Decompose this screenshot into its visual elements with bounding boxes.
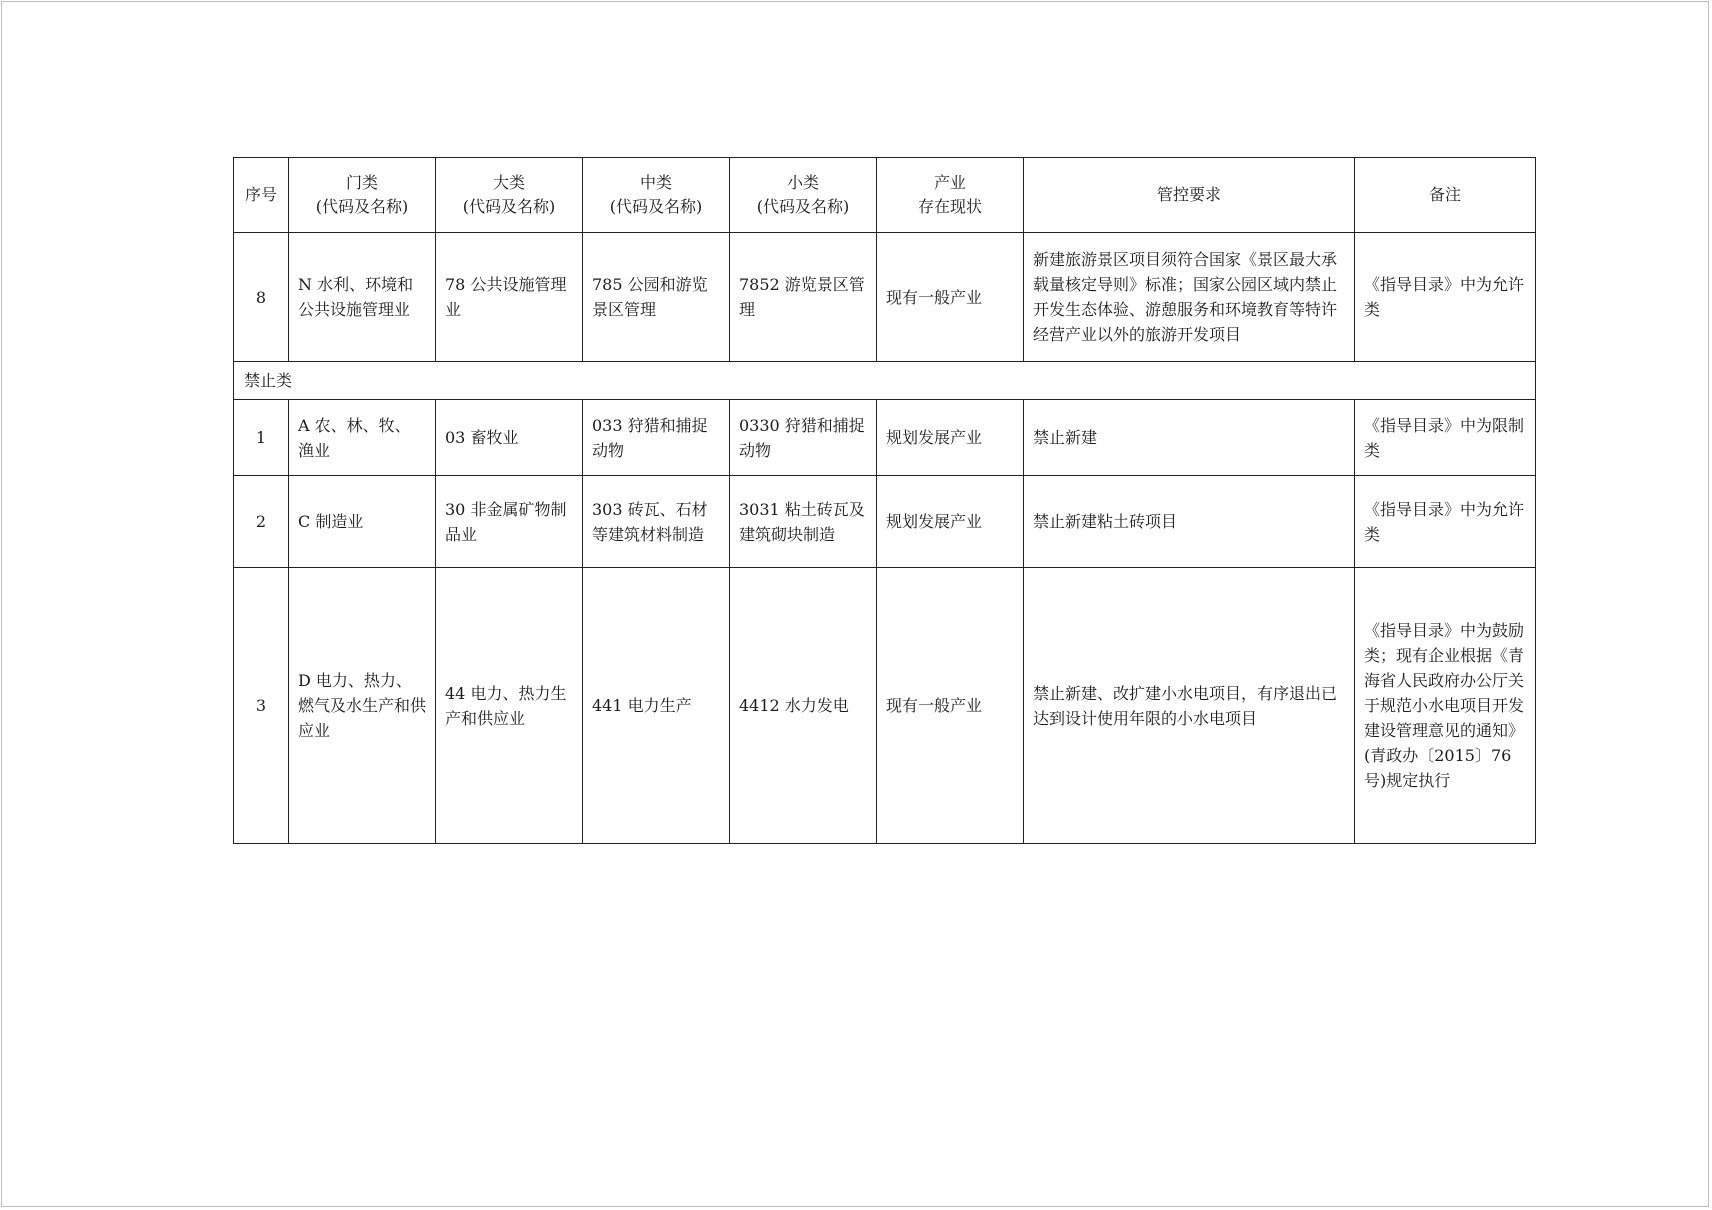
header-status-line1: 产业 [933, 173, 966, 192]
header-zhonglei-sub: (代码及名称) [609, 197, 703, 216]
header-xiaolei [730, 158, 877, 233]
cell-dalei: 44 电力、热力生产和供应业 [436, 568, 583, 844]
cell-seq: 1 [234, 400, 289, 476]
cell-status: 规划发展产业 [877, 400, 1024, 476]
cell-status: 现有一般产业 [877, 233, 1024, 362]
header-xiaolei-title: 小类 [786, 173, 819, 192]
header-status [877, 158, 1024, 233]
table-row [234, 568, 1536, 844]
header-dalei [436, 158, 583, 233]
cell-control: 禁止新建 [1024, 400, 1355, 476]
cell-menlei: N 水利、环境和公共设施管理业 [289, 233, 436, 362]
cell-menlei: C 制造业 [289, 476, 436, 568]
header-zhonglei-title: 中类 [639, 173, 672, 192]
header-menlei-title: 门类 [345, 173, 378, 192]
cell-seq: 3 [234, 568, 289, 844]
table-header-row [234, 158, 1536, 233]
cell-remark: 《指导目录》中为允许类 [1355, 476, 1536, 568]
industry-control-table [233, 157, 1536, 844]
header-zhonglei [583, 158, 730, 233]
cell-remark: 《指导目录》中为限制类 [1355, 400, 1536, 476]
cell-xiaolei: 4412 水力发电 [730, 568, 877, 844]
cell-seq: 8 [234, 233, 289, 362]
cell-xiaolei: 0330 狩猎和捕捉动物 [730, 400, 877, 476]
cell-menlei: D 电力、热力、燃气及水生产和供应业 [289, 568, 436, 844]
header-remark: 备注 [1355, 158, 1536, 233]
cell-zhonglei: 441 电力生产 [583, 568, 730, 844]
header-status-line2: 存在现状 [917, 197, 982, 216]
section-label: 禁止类 [234, 362, 1536, 400]
cell-xiaolei: 7852 游览景区管理 [730, 233, 877, 362]
header-menlei [289, 158, 436, 233]
cell-dalei: 03 畜牧业 [436, 400, 583, 476]
cell-control: 禁止新建粘土砖项目 [1024, 476, 1355, 568]
header-xiaolei-sub: (代码及名称) [756, 197, 850, 216]
header-control: 管控要求 [1024, 158, 1355, 233]
cell-dalei: 78 公共设施管理业 [436, 233, 583, 362]
table-row [234, 476, 1536, 568]
cell-seq: 2 [234, 476, 289, 568]
cell-zhonglei: 303 砖瓦、石材等建筑材料制造 [583, 476, 730, 568]
cell-remark: 《指导目录》中为鼓励类；现有企业根据《青海省人民政府办公厅关于规范小水电项目开发建设管理意见的通知》(青政办〔2015〕76号)规定执行 [1355, 568, 1536, 844]
cell-control: 新建旅游景区项目须符合国家《景区最大承载量核定导则》标准；国家公园区域内禁止开发生态体验、游憩服务和环境教育等特许经营产业以外的旅游开发项目 [1024, 233, 1355, 362]
cell-status: 规划发展产业 [877, 476, 1024, 568]
cell-remark: 《指导目录》中为允许类 [1355, 233, 1536, 362]
header-dalei-title: 大类 [492, 173, 525, 192]
section-row [234, 362, 1536, 400]
header-seq: 序号 [234, 158, 289, 233]
cell-zhonglei: 785 公园和游览景区管理 [583, 233, 730, 362]
cell-control: 禁止新建、改扩建小水电项目，有序退出已达到设计使用年限的小水电项目 [1024, 568, 1355, 844]
header-menlei-sub: (代码及名称) [315, 197, 409, 216]
cell-xiaolei: 3031 粘土砖瓦及建筑砌块制造 [730, 476, 877, 568]
cell-dalei: 30 非金属矿物制品业 [436, 476, 583, 568]
cell-zhonglei: 033 狩猎和捕捉动物 [583, 400, 730, 476]
cell-status: 现有一般产业 [877, 568, 1024, 844]
cell-menlei: A 农、林、牧、渔业 [289, 400, 436, 476]
table-row [234, 233, 1536, 362]
header-dalei-sub: (代码及名称) [462, 197, 556, 216]
table-row [234, 400, 1536, 476]
